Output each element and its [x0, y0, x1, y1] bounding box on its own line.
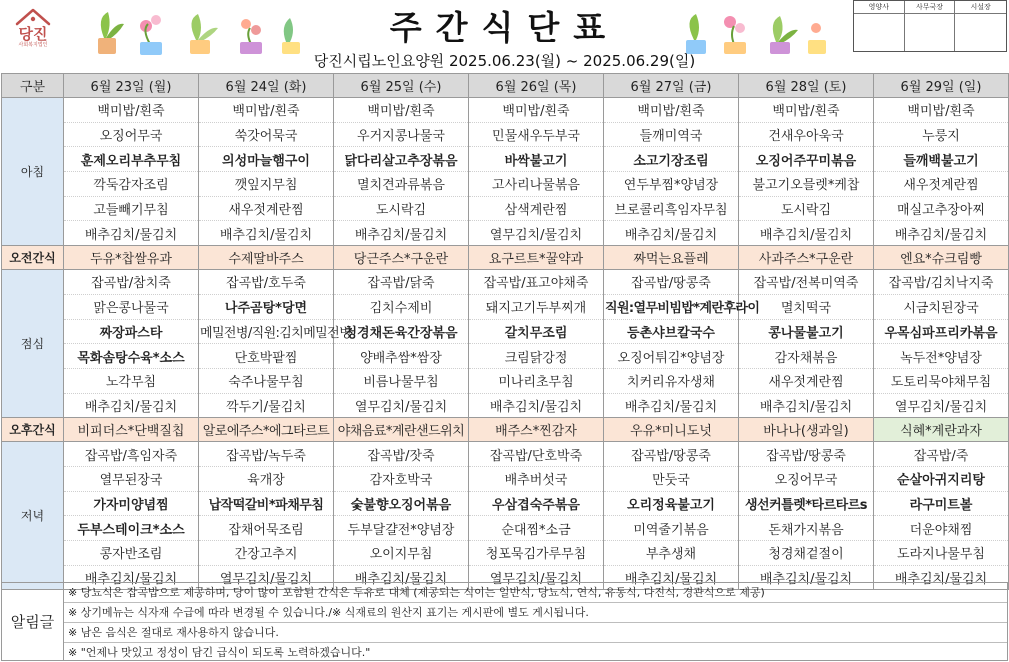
menu-cell-main: 들깨백불고기	[874, 147, 1009, 172]
menu-cell: 잡곡밥/죽	[874, 442, 1009, 467]
menu-cell: 미역줄기볶음	[604, 516, 739, 541]
menu-cell-main: 오리정육불고기	[604, 491, 739, 516]
notice-line: ※ "언제나 맛있고 정성이 담긴 급식이 되도록 노력하겠습니다."	[68, 646, 371, 659]
menu-cell: 열무김치/물김치	[874, 393, 1009, 418]
breakfast-row	[2, 172, 1009, 197]
meal-label-breakfast: 아침	[2, 98, 64, 246]
menu-cell: 잡곡밥/김치낙지죽	[874, 270, 1009, 295]
page-header	[0, 0, 1009, 72]
day-header: 6월 27일 (금)	[604, 74, 739, 98]
menu-cell-main: 숯불향오징어볶음	[334, 491, 469, 516]
menu-cell: 오징어튀김*양념장	[604, 344, 739, 369]
menu-cell: 잡곡밥/전복미역죽	[739, 270, 874, 295]
menu-cell: 부추생채	[604, 541, 739, 566]
menu-cell: 고사리나물볶음	[469, 172, 604, 197]
menu-cell: 멸치견과류볶음	[334, 172, 469, 197]
lunch-row	[2, 344, 1009, 369]
menu-cell: 잡곡밥/땅콩죽	[739, 442, 874, 467]
menu-cell: 연두부찜*양념장	[604, 172, 739, 197]
menu-cell-main: 의성마늘햄구이	[199, 147, 334, 172]
menu-cell-main: 닭다리살고추장볶음	[334, 147, 469, 172]
notice-line: ※ 남은 음식은 절대로 재사용하지 않습니다.	[64, 623, 1007, 643]
menu-cell: 새우젓계란찜	[199, 196, 334, 221]
menu-cell: 백미밥/흰죽	[199, 98, 334, 123]
menu-cell: 청경채겉절이	[739, 541, 874, 566]
menu-cell: 배추김치/물김치	[739, 393, 874, 418]
menu-cell: 잡곡밥/닭죽	[334, 270, 469, 295]
menu-cell: 녹두전*양념장	[874, 344, 1009, 369]
menu-cell: 열무김치/물김치	[199, 565, 334, 590]
menu-cell: 오이지무침	[334, 541, 469, 566]
menu-cell: 육개장	[199, 466, 334, 491]
menu-cell: 배추김치/물김치	[334, 565, 469, 590]
menu-cell: 매실고추장아찌	[874, 196, 1009, 221]
lunch-row	[2, 319, 1009, 344]
menu-cell: 열무김치/물김치	[469, 565, 604, 590]
menu-cell-main: 바싹불고기	[469, 147, 604, 172]
day-header: 6월 23일 (월)	[64, 74, 199, 98]
snack-cell: 두유*찹쌀유과	[64, 246, 199, 270]
menu-cell: 잡곡밥/땅콩죽	[604, 270, 739, 295]
approval-role: 사무국장	[905, 1, 956, 14]
header-row	[2, 74, 1009, 98]
menu-cell: 맑은콩나물국	[64, 294, 199, 319]
page-title: 주간식단표	[389, 8, 620, 47]
logo-subtitle: 사회복지법인	[18, 42, 48, 48]
menu-cell: 돼지고기두부찌개	[469, 294, 604, 319]
snack-cell-highlighted: 식혜*계란과자	[874, 418, 1009, 442]
menu-cell-main: 오징어주꾸미볶음	[739, 147, 874, 172]
menu-cell: 백미밥/흰죽	[64, 98, 199, 123]
menu-cell-main: 콩나물불고기	[739, 319, 874, 344]
menu-cell: 깍둑감자조림	[64, 172, 199, 197]
menu-cell-main: 우삼겹숙주볶음	[469, 491, 604, 516]
menu-cell-main: 등촌샤브칼국수	[604, 319, 739, 344]
dinner-row	[2, 516, 1009, 541]
snack-cell: 비피더스*단백질칩	[64, 418, 199, 442]
menu-cell-main: 직원:열무비빔밥*계란후라이	[604, 294, 739, 319]
menu-cell: 노각무침	[64, 368, 199, 393]
menu-cell: 누룽지	[874, 122, 1009, 147]
menu-cell-main: 청경채돈육간장볶음	[334, 319, 469, 344]
menu-cell: 열무된장국	[64, 466, 199, 491]
snack-cell: 우유*미니도넛	[604, 418, 739, 442]
menu-cell: 배추김치/물김치	[334, 221, 469, 246]
menu-cell-main: 라구미트볼	[874, 491, 1009, 516]
menu-cell: 양배추쌈*쌈장	[334, 344, 469, 369]
am-snack-row	[2, 246, 1009, 270]
menu-cell: 배추김치/물김치	[604, 221, 739, 246]
snack-cell: 당근주스*구운란	[334, 246, 469, 270]
menu-cell: 미나리초무침	[469, 368, 604, 393]
menu-cell: 김치수제비	[334, 294, 469, 319]
menu-cell: 간장고추지	[199, 541, 334, 566]
snack-cell: 엔요*슈크림빵	[874, 246, 1009, 270]
menu-cell: 콩자반조림	[64, 541, 199, 566]
menu-cell: 배추김치/물김치	[874, 221, 1009, 246]
menu-cell: 열무김치/물김치	[469, 221, 604, 246]
menu-cell-main: 순살아귀지리탕	[874, 466, 1009, 491]
menu-cell: 배추김치/물김치	[739, 221, 874, 246]
menu-cell: 백미밥/흰죽	[334, 98, 469, 123]
weekly-menu-table	[1, 73, 1009, 590]
snack-cell: 수제딸바주스	[199, 246, 334, 270]
snack-cell: 알로에주스*에그타르트	[199, 418, 334, 442]
snack-cell: 사과주스*구운란	[739, 246, 874, 270]
approval-box	[853, 0, 1007, 52]
signature-cell	[854, 14, 905, 51]
menu-cell: 잡곡밥/표고야채죽	[469, 270, 604, 295]
day-header: 6월 24일 (화)	[199, 74, 334, 98]
menu-cell: 두부달걀전*양념장	[334, 516, 469, 541]
menu-cell: 더운야채찜	[874, 516, 1009, 541]
menu-cell: 잡곡밥/단호박죽	[469, 442, 604, 467]
menu-cell-main: 가자미양념찜	[64, 491, 199, 516]
signature-cell	[955, 14, 1006, 51]
menu-cell: 순대찜*소금	[469, 516, 604, 541]
dinner-row	[2, 491, 1009, 516]
logo-name: 당진	[18, 25, 48, 43]
menu-cell-main: 두부스테이크*소스	[64, 516, 199, 541]
menu-cell: 새우젓계란찜	[874, 172, 1009, 197]
snack-cell: 바나나(생과일)	[739, 418, 874, 442]
meal-label-pm-snack: 오후간식	[2, 418, 64, 442]
notice-line: ※ 당뇨식은 잡곡밥으로 제공하며, 당이 많이 포함된 간식은 두유로 대체 (제공되는 식이는 일반식, 당뇨식, 연식, 유동식, 다진식, 경관식으로 제공)	[64, 583, 1007, 603]
menu-cell: 배추김치/물김치	[604, 565, 739, 590]
snack-cell: 요구르트*꿀약과	[469, 246, 604, 270]
menu-cell: 도라지나물무침	[874, 541, 1009, 566]
approval-role: 영양사	[854, 1, 905, 14]
menu-cell-main: 나주곰탕*당면	[199, 294, 334, 319]
breakfast-row	[2, 221, 1009, 246]
menu-cell: 배추김치/물김치	[604, 393, 739, 418]
menu-cell: 잡곡밥/땅콩죽	[604, 442, 739, 467]
menu-cell-main: 갈치무조림	[469, 319, 604, 344]
menu-cell: 백미밥/흰죽	[604, 98, 739, 123]
menu-cell-main: 훈제오리부추무침	[64, 147, 199, 172]
menu-cell: 불고기오믈렛*케찹	[739, 172, 874, 197]
menu-cell: 감자채볶음	[739, 344, 874, 369]
lunch-row	[2, 294, 1009, 319]
day-header: 6월 26일 (목)	[469, 74, 604, 98]
menu-cell: 잡곡밥/흑임자죽	[64, 442, 199, 467]
menu-cell: 배추김치/물김치	[874, 565, 1009, 590]
lunch-row	[2, 368, 1009, 393]
menu-cell: 백미밥/흰죽	[874, 98, 1009, 123]
page-subtitle: 당진시립노인요양원 2025.06.23(월) ~ 2025.06.29(일)	[313, 52, 696, 70]
lunch-row	[2, 393, 1009, 418]
menu-cell: 돈채가지볶음	[739, 516, 874, 541]
breakfast-row	[2, 122, 1009, 147]
menu-cell: 멸치떡국	[739, 294, 874, 319]
meal-label-lunch: 점심	[2, 270, 64, 418]
menu-cell: 잡곡밥/참치죽	[64, 270, 199, 295]
notice-line: ※ 상기메뉴는 식자재 수급에 따라 변경될 수 있습니다./※ 식재료의 원산지 표기는 게시판에 별도 게시됩니다.	[64, 603, 1007, 623]
menu-cell-main: 목화솜탕수육*소스	[64, 344, 199, 369]
menu-cell: 건새우아욱국	[739, 122, 874, 147]
notice-label: 알림글	[2, 583, 64, 660]
menu-cell: 브로콜리흑임자무침	[604, 196, 739, 221]
menu-cell: 백미밥/흰죽	[469, 98, 604, 123]
menu-cell: 도토리묵야채무침	[874, 368, 1009, 393]
menu-cell: 배추버섯국	[469, 466, 604, 491]
menu-cell: 청포묵김가루무침	[469, 541, 604, 566]
menu-cell: 백미밥/흰죽	[739, 98, 874, 123]
menu-cell: 고들빼기무침	[64, 196, 199, 221]
menu-cell-main: 우목심파프리카볶음	[874, 319, 1009, 344]
approval-role: 시설장	[955, 1, 1006, 14]
menu-cell: 배추김치/물김치	[739, 565, 874, 590]
menu-cell: 우거지콩나물국	[334, 122, 469, 147]
menu-cell: 잡곡밥/잣죽	[334, 442, 469, 467]
menu-cell: 배추김치/물김치	[64, 565, 199, 590]
menu-cell: 쑥갓어묵국	[199, 122, 334, 147]
menu-cell: 잡채어묵조림	[199, 516, 334, 541]
dinner-row	[2, 541, 1009, 566]
menu-cell: 배추김치/물김치	[469, 393, 604, 418]
menu-cell-main: 짜장파스타	[64, 319, 199, 344]
menu-cell: 잡곡밥/녹두죽	[199, 442, 334, 467]
lunch-row	[2, 270, 1009, 295]
menu-cell-main: 생선커틀렛*타르타르s	[739, 491, 874, 516]
menu-cell: 들깨미역국	[604, 122, 739, 147]
menu-cell: 오징어무국	[739, 466, 874, 491]
signature-cell	[905, 14, 956, 51]
menu-cell: 만둣국	[604, 466, 739, 491]
meal-label-am-snack: 오전간식	[2, 246, 64, 270]
menu-cell: 시금치된장국	[874, 294, 1009, 319]
corner-cell: 구분	[2, 74, 64, 98]
menu-cell: 치커리유자생채	[604, 368, 739, 393]
menu-cell: 단호박팥찜	[199, 344, 334, 369]
notice-box	[1, 582, 1008, 661]
menu-cell: 도시락김	[334, 196, 469, 221]
snack-cell: 배주스*찐감자	[469, 418, 604, 442]
pm-snack-row	[2, 418, 1009, 442]
day-header: 6월 25일 (수)	[334, 74, 469, 98]
menu-cell-main: 소고기장조림	[604, 147, 739, 172]
menu-cell: 깻잎지무침	[199, 172, 334, 197]
breakfast-row	[2, 98, 1009, 123]
notice-lines	[64, 583, 1007, 660]
breakfast-row	[2, 196, 1009, 221]
dinner-row	[2, 442, 1009, 467]
menu-cell: 크림닭강정	[469, 344, 604, 369]
menu-cell: 새우젓계란찜	[739, 368, 874, 393]
meal-label-dinner: 저녁	[2, 442, 64, 590]
menu-cell: 배추김치/물김치	[199, 221, 334, 246]
menu-cell: 배추김치/물김치	[64, 393, 199, 418]
day-header: 6월 29일 (일)	[874, 74, 1009, 98]
menu-cell: 메밀전병/직원:김치메밀전병	[199, 319, 334, 344]
menu-cell: 민물새우두부국	[469, 122, 604, 147]
snack-cell: 짜먹는요플레	[604, 246, 739, 270]
menu-cell: 삼색계란찜	[469, 196, 604, 221]
menu-cell: 잡곡밥/호두죽	[199, 270, 334, 295]
menu-cell: 배추김치/물김치	[64, 221, 199, 246]
menu-cell: 숙주나물무침	[199, 368, 334, 393]
snack-cell: 야채음료*계란샌드위치	[334, 418, 469, 442]
dinner-row	[2, 466, 1009, 491]
menu-cell: 깍두기/물김치	[199, 393, 334, 418]
menu-cell: 오징어무국	[64, 122, 199, 147]
day-header: 6월 28일 (토)	[739, 74, 874, 98]
menu-cell: 감자호박국	[334, 466, 469, 491]
menu-cell: 도시락김	[739, 196, 874, 221]
menu-cell: 비름나물무침	[334, 368, 469, 393]
menu-cell-main: 납작떡갈비*파채무침	[199, 491, 334, 516]
menu-cell: 열무김치/물김치	[334, 393, 469, 418]
breakfast-row	[2, 147, 1009, 172]
